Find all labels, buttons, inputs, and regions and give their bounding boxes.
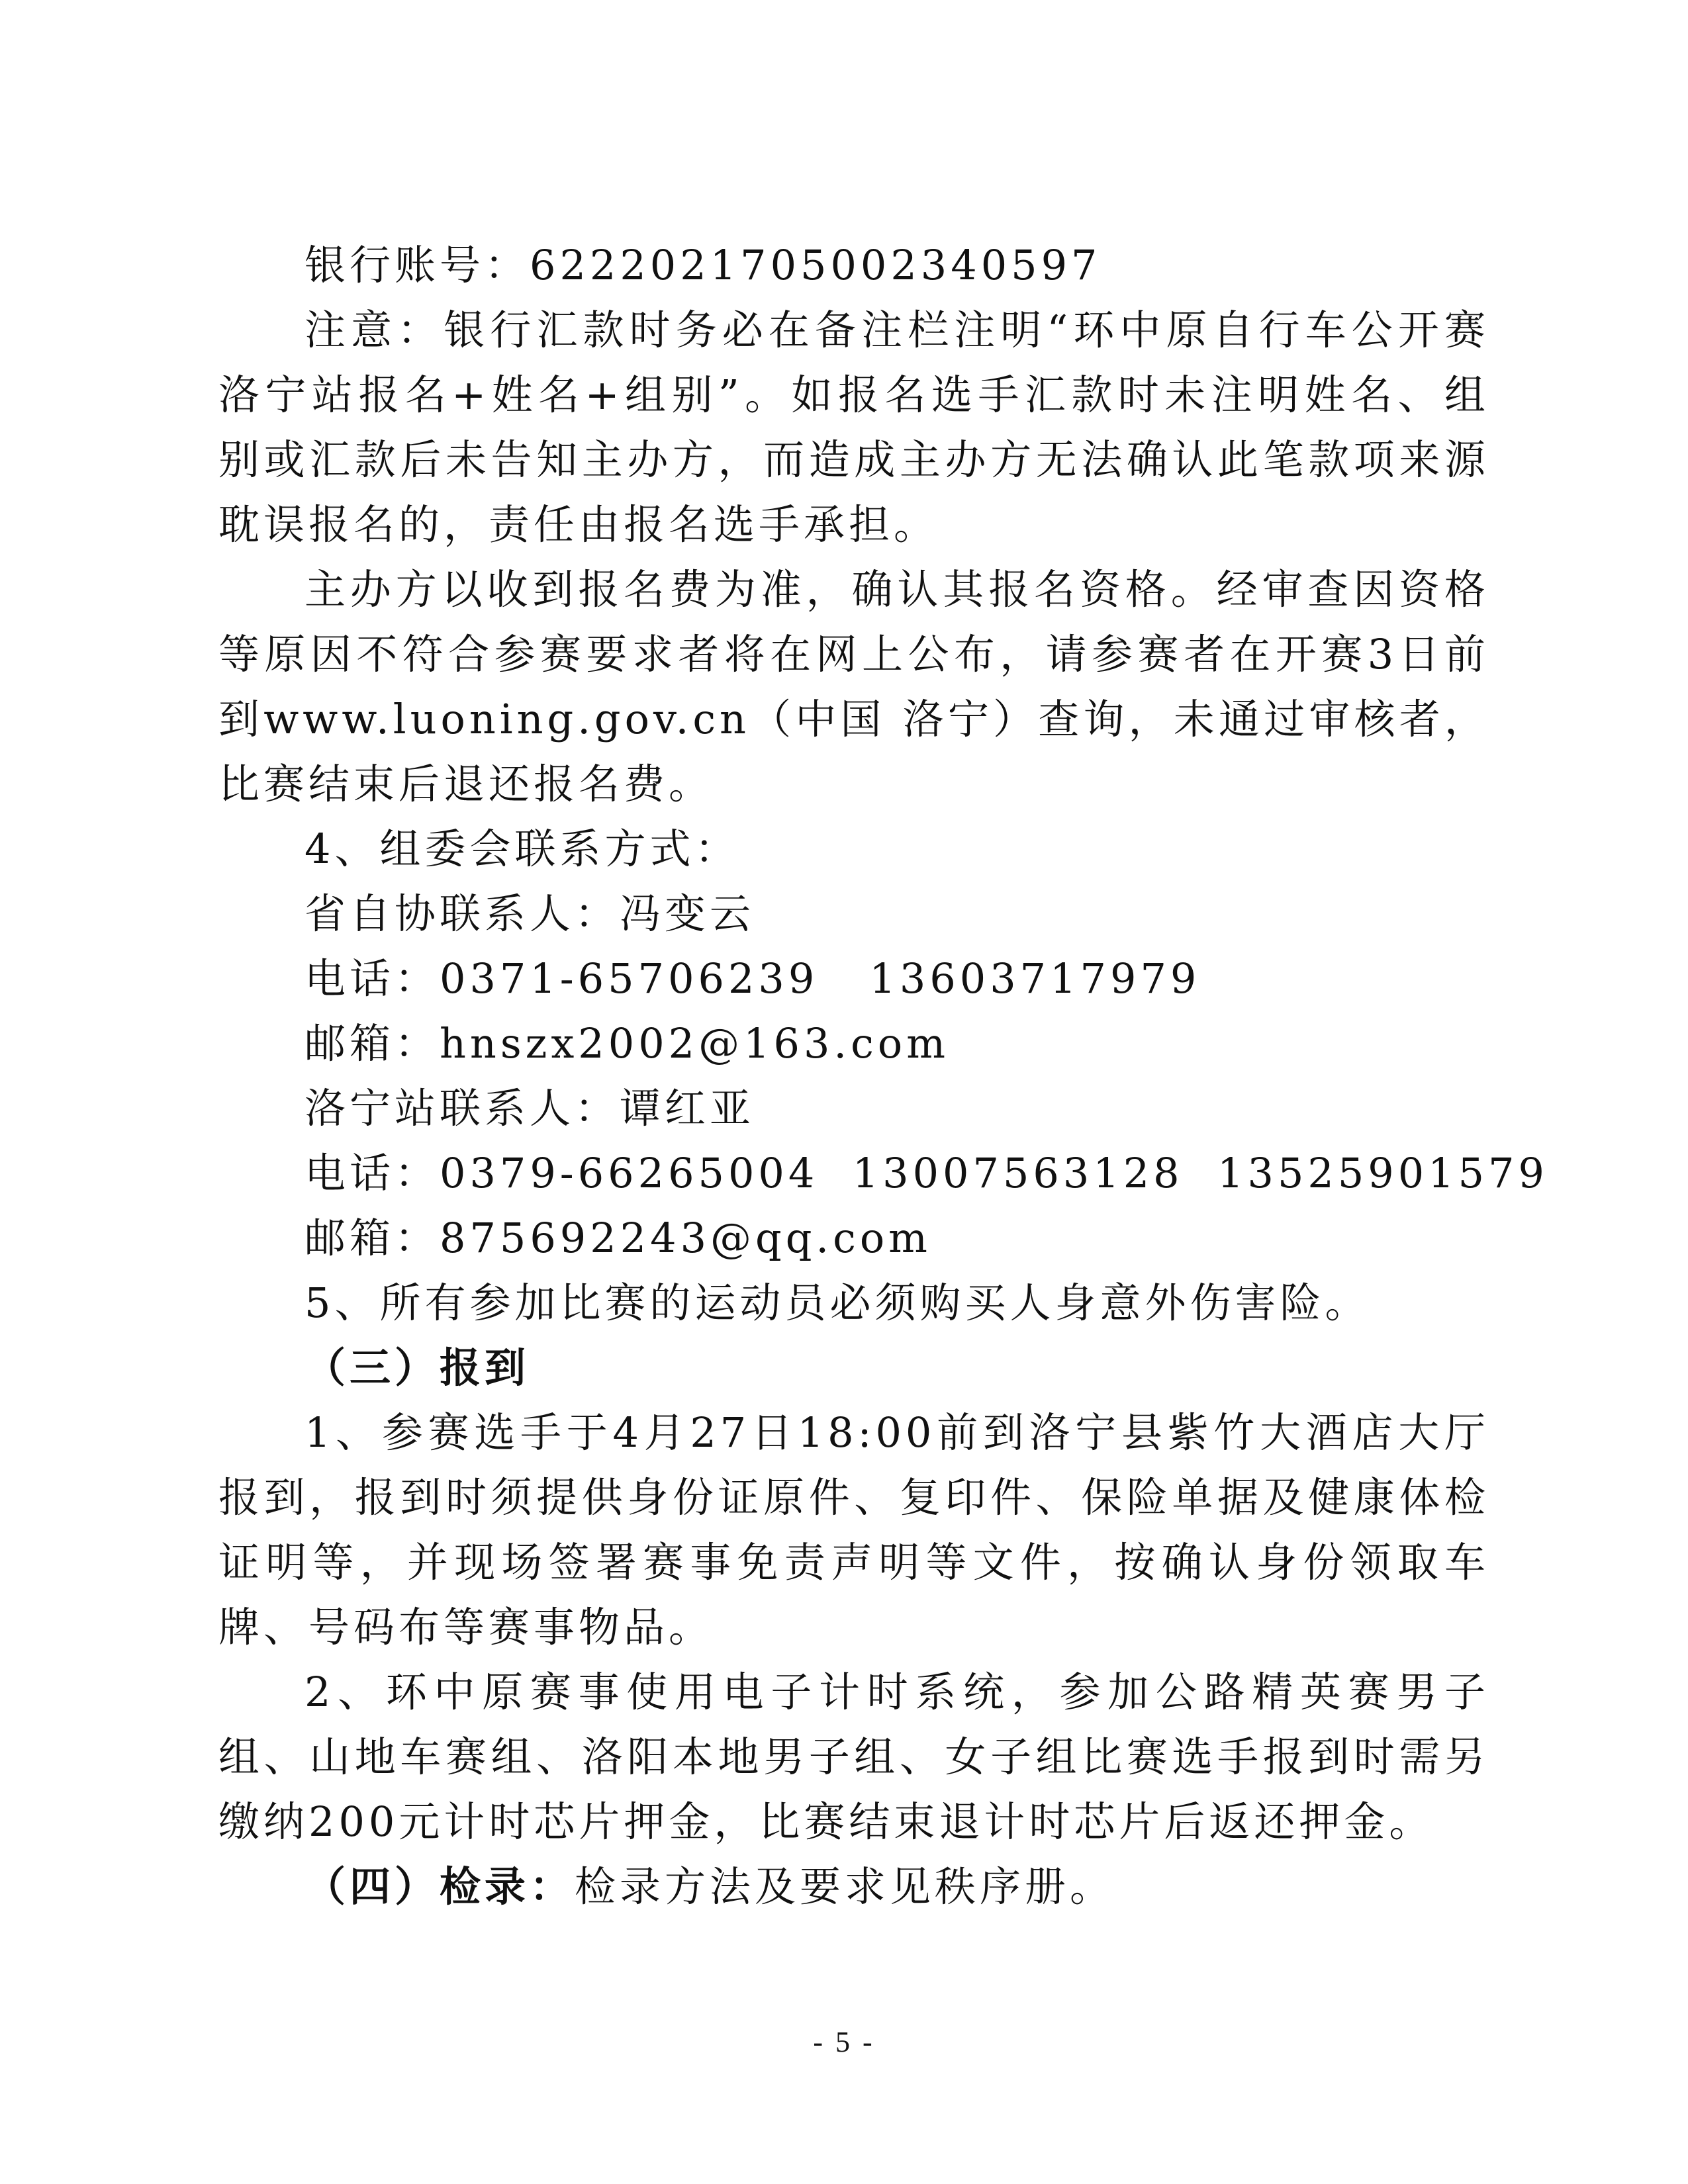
qualification-paragraph: 主办方以收到报名费为准，确认其报名资格。经审查因资格等原因不符合参赛要求者将在网上公布，请参赛者在开赛3日前到www.luoning.gov.cn（中国 洛宁）查询，未通过审核者，比赛结束后退还报名费。 [218,565,1489,808]
section-4-text: 检录方法及要求见秩序册。 [575,1862,1115,1911]
page-number: - 5 - [813,2026,875,2058]
section-3-heading: （三）报到 [305,1343,530,1392]
luoning-contact-email: 邮箱：875692243@qq.com [305,1214,931,1262]
insurance-requirement: 5、所有参加比赛的运动员必须购买人身意外伤害险。 [305,1279,1370,1327]
checkin-paragraph-1: 1、参赛选手于4月27日18:00前到洛宁县紫竹大酒店大厅报到，报到时须提供身份证原件、复印件、保险单据及健康体检证明等，并现场签署赛事免责声明等文件，按确认身份领取车牌、号码布等赛事物品。 [218,1408,1489,1651]
bank-account-line: 银行账号：6222021705002340597 [305,241,1102,289]
contact-section-title: 4、组委会联系方式： [305,825,740,873]
province-contact-phone: 电话：0371-65706239 13603717979 [305,954,1201,1003]
checkin-paragraph-2: 2、环中原赛事使用电子计时系统，参加公路精英赛男子组、山地车赛组、洛阳本地男子组、女子组比赛选手报到时需另缴纳200元计时芯片押金，比赛结束退计时芯片后返还押金。 [218,1668,1489,1846]
section-4-line [218,1854,1489,1919]
remittance-notice-paragraph: 注意：银行汇款时务必在备注栏注明“环中原自行车公开赛洛宁站报名+姓名+组别”。如报名选手汇款时未注明姓名、组别或汇款后未告知主办方，而造成主办方无法确认此笔款项来源耽误报名的，责任由报名选手承担。 [218,306,1489,549]
province-contact-email: 邮箱：hnszx2002@163.com [305,1019,949,1068]
luoning-contact-phone: 电话：0379-66265004 13007563128 13525901579 [305,1149,1548,1197]
section-4-heading: （四）检录： [305,1862,575,1911]
luoning-contact-person: 洛宁站联系人：谭红亚 [305,1084,755,1132]
document-body [218,233,1548,1919]
province-contact-person: 省自协联系人：冯变云 [305,889,755,938]
